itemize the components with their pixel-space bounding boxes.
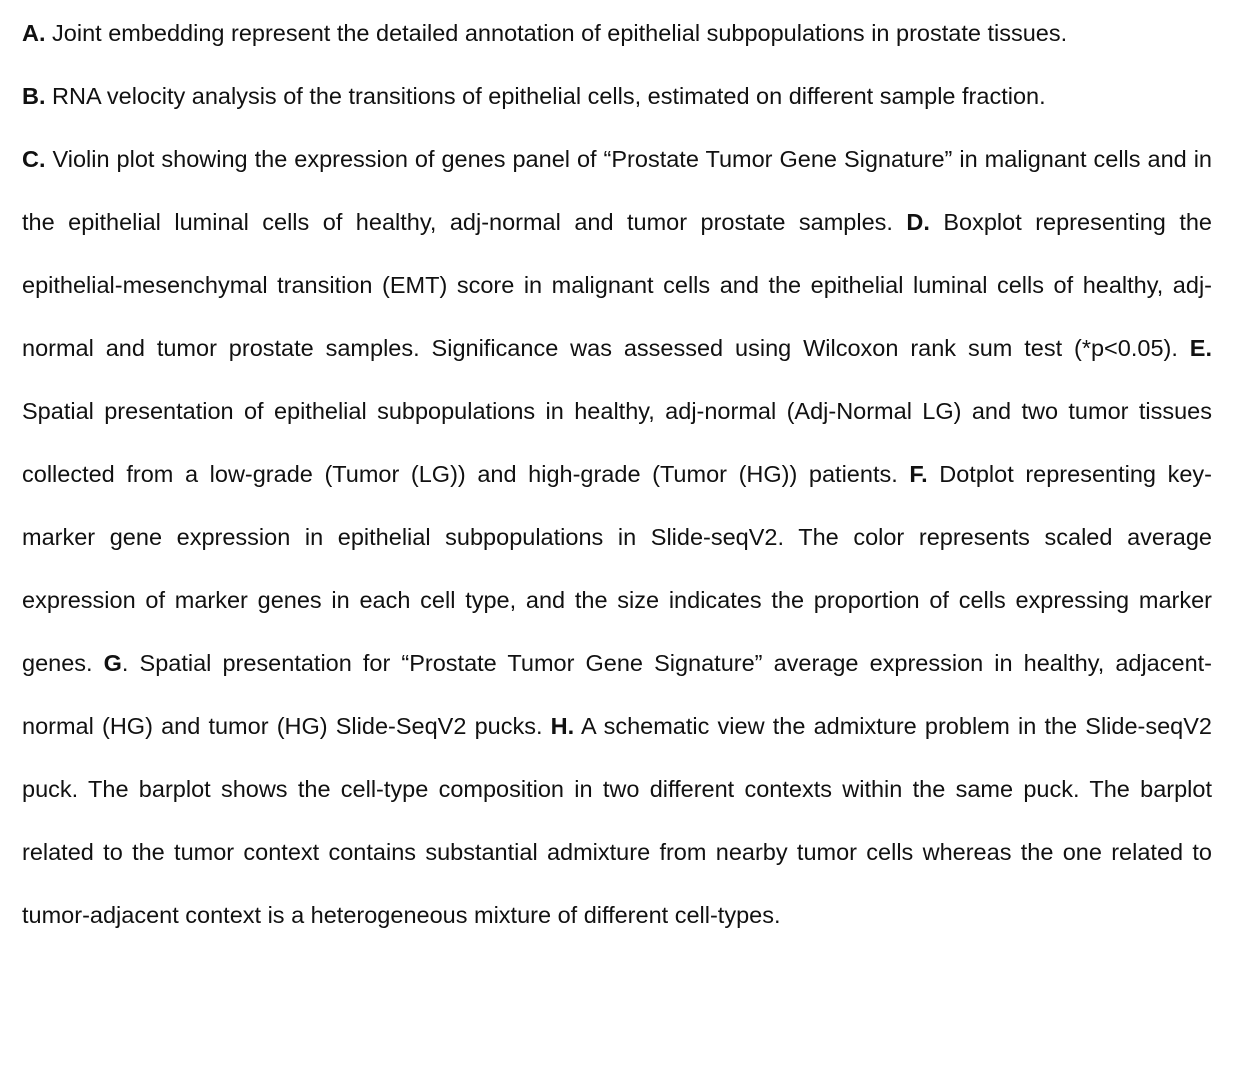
panel-g-text: . Spatial presentation for “Prostate Tumor Gene Signature” average expression in healthy, adjacent-normal (HG) and tumor (HG) Slide-SeqV2 pucks. bbox=[22, 650, 1212, 739]
figure-caption bbox=[22, 2, 1212, 947]
panel-h-text: A schematic view the admixture problem in the Slide-seqV2 puck. The barplot shows the cell-type composition in two different contexts within the same puck. The barplot related to the tumor context contains substantial admixture from nearby tumor cells whereas the one related to tumor-adjacent context is a heterogeneous mixture of different cell-types. bbox=[22, 713, 1212, 928]
panel-a-letter: A. bbox=[22, 20, 46, 46]
panel-d-text: Boxplot representing the epithelial-mesenchymal transition (EMT) score in malignant cells and the epithelial luminal cells of healthy, adj-normal and tumor prostate samples. Significance was assessed using Wilcoxon rank sum test (*p<0.05). bbox=[22, 209, 1212, 361]
panel-e-text: Spatial presentation of epithelial subpopulations in healthy, adj-normal (Adj-Normal LG) and two tumor tissues collected from a low-grade (Tumor (LG)) and high-grade (Tumor (HG)) patients. bbox=[22, 398, 1212, 487]
panel-g-letter: G bbox=[103, 650, 122, 676]
panel-d-letter: D. bbox=[906, 209, 930, 235]
panel-c-letter: C. bbox=[22, 146, 46, 172]
panel-e-letter: E. bbox=[1189, 335, 1212, 361]
panel-h-letter: H. bbox=[550, 713, 575, 739]
panel-f-letter: F. bbox=[909, 461, 928, 487]
panel-b-letter: B. bbox=[22, 83, 46, 109]
panel-b-text: RNA velocity analysis of the transitions of epithelial cells, estimated on different sample fraction. bbox=[45, 83, 1046, 109]
panel-c-text: Violin plot showing the expression of genes panel of “Prostate Tumor Gene Signature” in malignant cells and in the epithelial luminal cells of healthy, adj-normal and tumor prostate samples. bbox=[22, 146, 1212, 235]
panel-f-text: Dotplot representing key-marker gene expression in epithelial subpopulations in Slide-seqV2. The color represents scaled average expression of marker genes in each cell type, and the size indicates the proportion of cells expressing marker genes. bbox=[22, 461, 1212, 676]
panel-a-text: Joint embedding represent the detailed annotation of epithelial subpopulations in prostate tissues. bbox=[45, 20, 1068, 46]
